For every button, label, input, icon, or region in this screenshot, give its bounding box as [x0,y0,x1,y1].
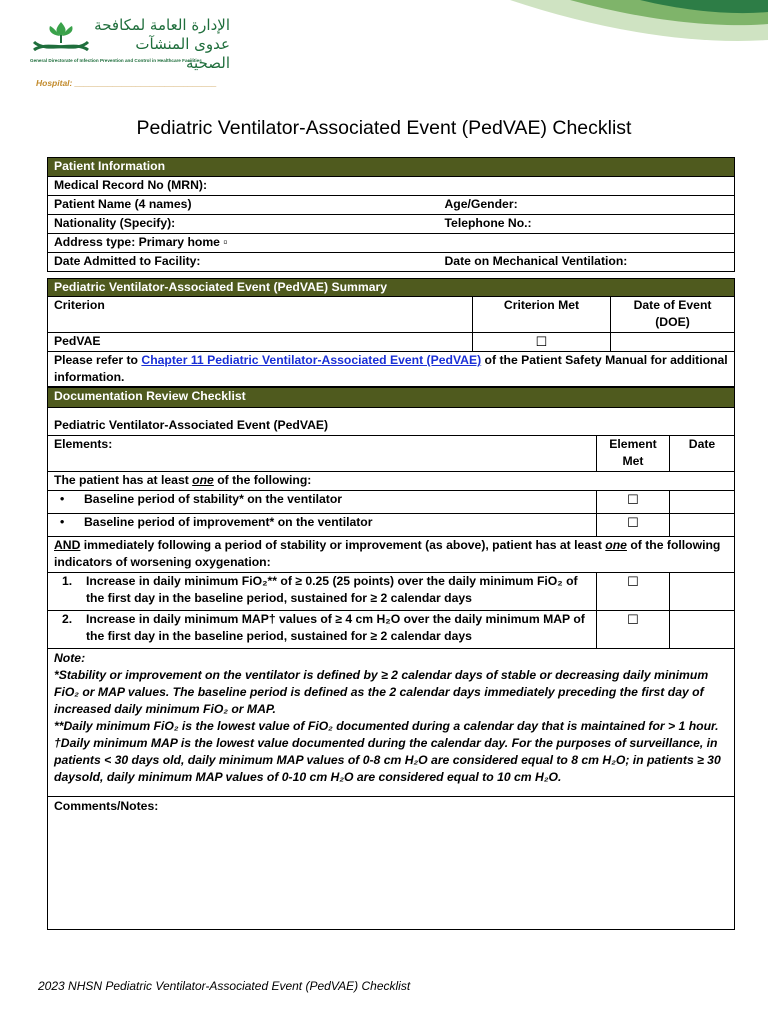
logo-english-name: General Directorate of Infection Prevention and Control in Healthcare Facilities [30,58,202,63]
summary-table [47,278,735,387]
pedvae-doe-cell[interactable] [611,333,735,352]
review-header: Documentation Review Checklist [48,388,735,408]
address-type-field: Address type: Primary home ▫ [48,234,735,253]
note-paragraph: *Stability or improvement on the ventilator is defined by ≥ 2 calendar days of stable or decreasing daily minimum FiO₂ or MAP values. The baseline period is defined as the 2 calendar days immediately preceding the first day of increased daily minimum FiO₂ or MAP. [54,668,709,716]
review-subtitle: Pediatric Ventilator-Associated Event (PedVAE) [48,408,735,436]
map-increase-checkbox[interactable]: ☐ [597,611,670,649]
ministry-emblem-icon [30,20,92,60]
footer-text: 2023 NHSN Pediatric Ventilator-Associated Event (PedVAE) Checklist [38,979,411,993]
list-item: 2. Increase in daily minimum MAP† values of ≥ 4 cm H₂O over the daily minimum MAP of the first day in the baseline period, sustained for ≥ 2 calendar days [48,611,597,649]
stability-intro: The patient has at least one of the following: [48,472,735,491]
patient-info-table [47,157,735,272]
patient-name-field: Patient Name (4 names) [48,196,439,215]
baseline-improvement-checkbox[interactable]: ☐ [597,514,670,537]
list-item: 1. Increase in daily minimum FiO₂** of ≥ 0.25 (25 points) over the daily minimum FiO₂ of the first day in the baseline period, sustained for ≥ 2 calendar days [48,573,597,611]
list-item: • Baseline period of improvement* on the ventilator [48,514,597,537]
nationality-field: Nationality (Specify): [48,215,439,234]
logo-arabic-line1: الإدارة العامة لمكافحة [94,16,230,34]
criterion-met-column-header: Criterion Met [473,297,611,333]
doe-column-header: Date of Event (DOE) [611,297,735,333]
comments-label: Comments/Notes: [54,799,159,813]
age-gender-field: Age/Gender: [439,196,735,215]
hospital-field: Hospital: ______________________________ [36,78,217,88]
date-cell[interactable] [670,611,735,649]
pedvae-met-checkbox[interactable]: ☐ [473,333,611,352]
chapter-11-link[interactable]: Chapter 11 Pediatric Ventilator-Associated Event (PedVAE) [141,353,482,367]
logo-arabic-line2: عدوى المنشآت الصحية [135,35,230,72]
mrn-field: Medical Record No (MRN): [48,177,735,196]
date-admitted-field: Date Admitted to Facility: [48,253,439,272]
date-cell[interactable] [670,573,735,611]
logo [30,14,234,70]
comments-field[interactable] [48,797,735,930]
date-ventilation-field: Date on Mechanical Ventilation: [439,253,735,272]
date-column-header: Date [670,436,735,472]
element-met-column-header: Element Met [597,436,670,472]
note-paragraph: †Daily minimum MAP is the lowest value documented during the calendar day. For the purposes of surveillance, in patients < 30 days old, daily minimum MAP values of 0-8 cm H₂O are considered equal to 8 cm H₂O; in patients ≥ 30 daysold, daily minimum MAP values of 0-10 cm H₂O are considered equal to 10 cm H₂O. [54,736,721,784]
patient-info-header: Patient Information [48,158,735,177]
fio2-increase-checkbox[interactable]: ☐ [597,573,670,611]
worsening-intro: AND immediately following a period of stability or improvement (as above), patient has at least one of the following indicators of worsening oxygenation: [48,537,735,573]
criterion-column-header: Criterion [48,297,473,333]
note-label: Note: [54,651,86,665]
refer-note: Please refer to Chapter 11 Pediatric Ventilator-Associated Event (PedVAE) of the Patient Safety Manual for additional information. [48,352,735,387]
date-cell[interactable] [670,491,735,514]
page-title: Pediatric Ventilator-Associated Event (PedVAE) Checklist [136,117,632,139]
list-item: • Baseline period of stability* on the ventilator [48,491,597,514]
pedvae-row-label: PedVAE [48,333,473,352]
date-cell[interactable] [670,514,735,537]
baseline-stability-checkbox[interactable]: ☐ [597,491,670,514]
note-section [48,649,735,797]
note-paragraph: **Daily minimum FiO₂ is the lowest value of FiO₂ documented during a calendar day that is maintained for > 1 hour. [54,719,719,733]
telephone-field: Telephone No.: [439,215,735,234]
review-table [47,387,735,930]
elements-column-header: Elements: [48,436,597,472]
summary-header: Pediatric Ventilator-Associated Event (PedVAE) Summary [48,279,735,297]
header-wave-decoration [400,0,768,70]
